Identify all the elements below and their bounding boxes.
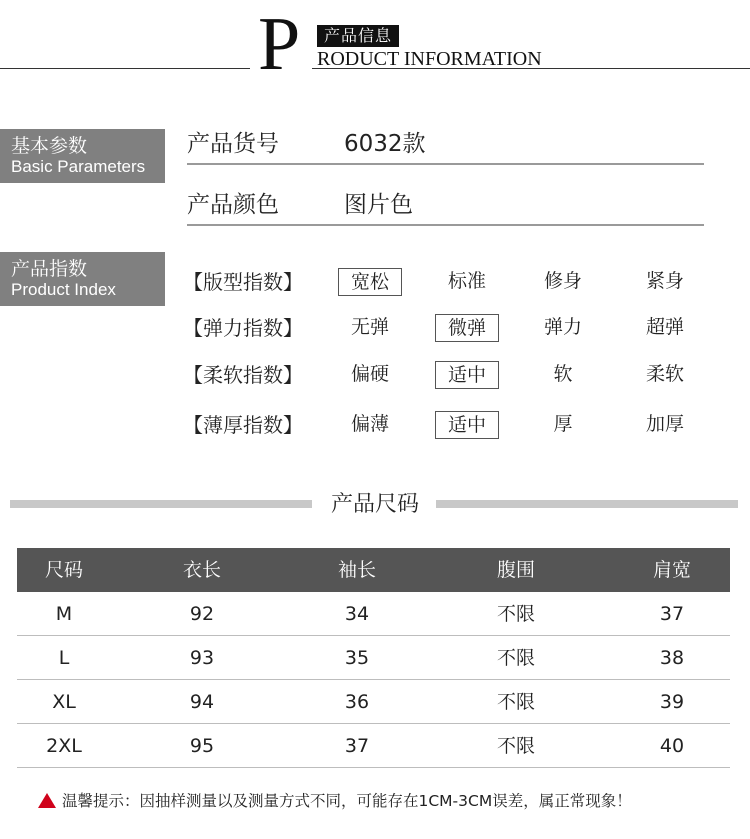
param-value: 6032款 — [344, 131, 426, 157]
param-row-color — [187, 184, 704, 226]
header-big-letter: P — [258, 2, 301, 86]
table-cell: 40 — [659, 735, 685, 757]
table-cell: 38 — [659, 647, 685, 669]
table-row — [17, 680, 730, 724]
table-cell: 不限 — [496, 647, 536, 669]
header-cell: 肩宽 — [652, 559, 692, 581]
header-cell: 尺码 — [44, 559, 84, 581]
table-cell: 2XL — [46, 735, 82, 757]
table-cell: 不限 — [496, 735, 536, 757]
index-row — [183, 411, 727, 441]
table-cell: 39 — [659, 691, 685, 713]
table-cell: 34 — [344, 603, 370, 625]
table-cell: 35 — [344, 647, 370, 669]
header-cell: 腹围 — [496, 559, 536, 581]
param-row-item-number — [187, 123, 704, 165]
table-row — [17, 724, 730, 768]
index-option: 偏薄 — [350, 413, 389, 435]
table-row — [17, 636, 730, 680]
header-en-title: RODUCT INFORMATION — [317, 48, 542, 70]
table-cell: 36 — [344, 691, 370, 713]
index-option: 无弹 — [350, 316, 389, 338]
size-title-bar-right — [436, 500, 738, 508]
basic-label-zh: 基本参数 — [11, 135, 88, 157]
table-cell: XL — [52, 691, 76, 713]
index-option-selected: 适中 — [435, 411, 499, 439]
size-table — [17, 548, 730, 768]
index-label-en: Product Index — [11, 280, 116, 299]
index-row-label: 【弹力指数】 — [183, 316, 303, 340]
param-key: 产品颜色 — [187, 192, 279, 218]
index-option-selected: 宽松 — [338, 268, 402, 296]
size-title: 产品尺码 — [330, 492, 419, 517]
index-option: 弹力 — [543, 316, 582, 338]
header-line-left — [0, 68, 250, 69]
table-cell: L — [58, 647, 70, 669]
product-index-label — [0, 252, 165, 306]
index-option: 柔软 — [645, 363, 684, 385]
header-zh-title: 产品信息 — [317, 25, 399, 47]
size-table-header — [17, 548, 730, 592]
table-cell: M — [55, 603, 73, 625]
size-note-text: 温馨提示：因抽样测量以及测量方式不同，可能存在1CM-3CM误差，属正常现象！ — [62, 792, 632, 810]
header-cell: 袖长 — [337, 559, 377, 581]
table-cell: 92 — [189, 603, 215, 625]
index-row-label: 【薄厚指数】 — [183, 413, 303, 437]
table-cell: 37 — [659, 603, 685, 625]
index-option: 修身 — [543, 270, 582, 292]
index-option-selected: 微弹 — [435, 314, 499, 342]
table-cell: 94 — [189, 691, 215, 713]
index-row — [183, 268, 727, 298]
header-cell: 衣长 — [182, 559, 222, 581]
size-title-bar-left — [10, 500, 312, 508]
index-option: 标准 — [447, 270, 486, 292]
index-row — [183, 314, 727, 344]
table-cell: 93 — [189, 647, 215, 669]
table-cell: 不限 — [496, 691, 536, 713]
table-cell: 95 — [189, 735, 215, 757]
index-option: 偏硬 — [350, 363, 389, 385]
index-option: 软 — [553, 363, 573, 385]
table-cell: 37 — [344, 735, 370, 757]
index-label-zh: 产品指数 — [11, 258, 88, 280]
index-row — [183, 361, 727, 391]
index-option: 超弹 — [645, 316, 684, 338]
warning-triangle-icon — [38, 793, 56, 808]
size-note — [38, 790, 632, 812]
table-row — [17, 592, 730, 636]
index-option: 厚 — [553, 413, 573, 435]
param-value: 图片色 — [344, 192, 413, 218]
param-key: 产品货号 — [187, 131, 279, 157]
index-row-label: 【柔软指数】 — [183, 363, 303, 387]
basic-parameters-label — [0, 129, 165, 183]
index-row-label: 【版型指数】 — [183, 270, 303, 294]
index-option: 紧身 — [645, 270, 684, 292]
index-option-selected: 适中 — [435, 361, 499, 389]
index-option: 加厚 — [645, 413, 684, 435]
basic-label-en: Basic Parameters — [11, 157, 146, 176]
table-cell: 不限 — [496, 603, 536, 625]
